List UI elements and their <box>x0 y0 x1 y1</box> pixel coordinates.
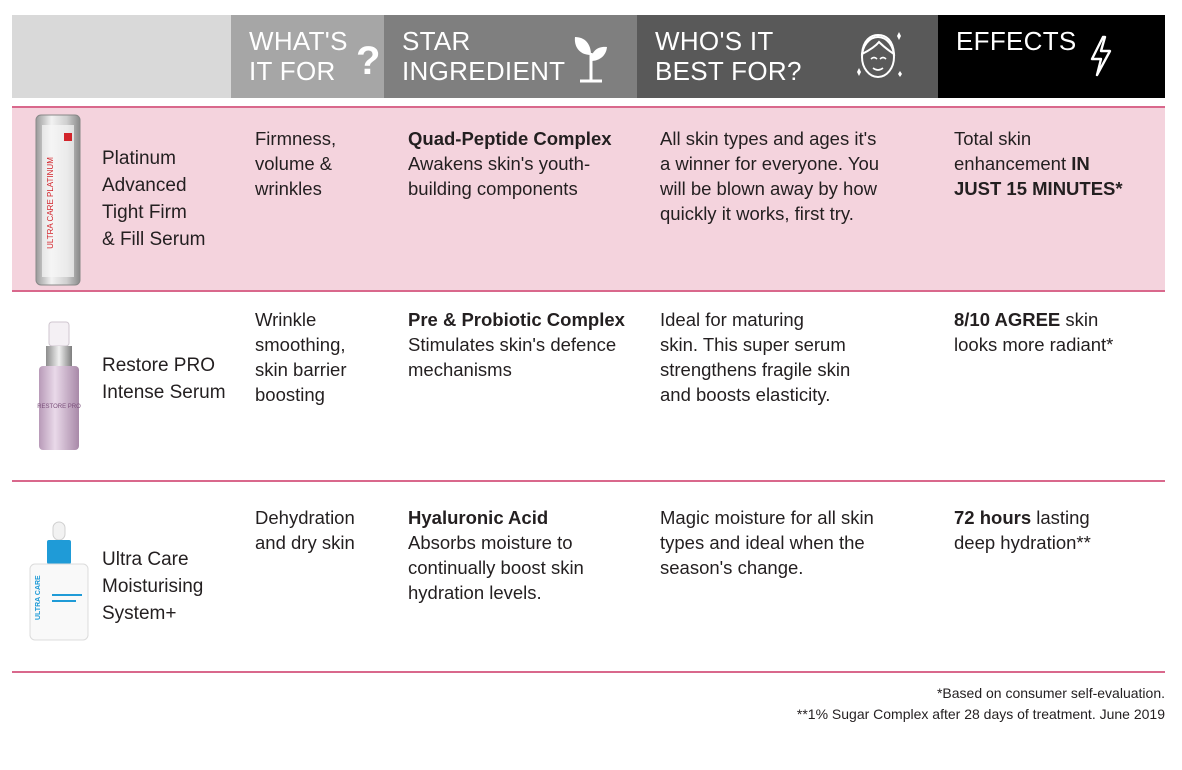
row-divider <box>12 671 1165 673</box>
face-icon <box>853 28 903 84</box>
svg-text:ULTRA CARE PLATINUM: ULTRA CARE PLATINUM <box>46 157 55 249</box>
effects-restore-pro: 8/10 AGREE skin looks more radiant* <box>954 309 1114 355</box>
star-ingredient-platinum: Quad-Peptide Complex Awakens skin's youth- building components <box>408 128 612 199</box>
best-for-ultra-care: Magic moisture for all skin types and ideal when the season's change. <box>660 507 874 578</box>
header-whats-it-for <box>231 15 384 98</box>
effects-platinum: Total skin enhancement IN JUST 15 MINUTES* <box>954 128 1123 199</box>
header-star-ingredient <box>384 15 637 98</box>
question-mark-icon <box>355 39 381 83</box>
whats-it-for-platinum: Firmness, volume & wrinkles <box>255 128 337 199</box>
best-for-platinum: All skin types and ages it's a winner for everyone. You will be blown away by how quickly it works, first try. <box>660 128 880 224</box>
lightning-icon <box>1088 35 1114 77</box>
effects-ultra-care: 72 hours lasting deep hydration** <box>954 507 1091 553</box>
whats-it-for-restore-pro: Wrinkle smoothing, skin barrier boosting <box>255 309 347 405</box>
platinum-serum-bottle-image <box>33 113 83 287</box>
footnotes: *Based on consumer self-evaluation. **1% Sugar Complex after 28 days of treatment. June 2019 <box>796 685 1165 722</box>
restore-pro-serum-bottle-image <box>36 320 82 452</box>
header-whos-it-best-for-title: WHO'S IT BEST FOR? <box>655 26 802 86</box>
row-divider <box>12 290 1165 292</box>
header-effects-title: EFFECTS <box>956 26 1077 56</box>
star-ingredient-ultra-care: Hyaluronic Acid Absorbs moisture to continually boost skin hydration levels. <box>408 507 584 603</box>
best-for-restore-pro: Ideal for maturing skin. This super serum strengthens fragile skin and boosts elasticity. <box>660 309 851 405</box>
header-whos-it-best-for <box>637 15 938 98</box>
whats-it-for-ultra-care: Dehydration and dry skin <box>255 507 355 553</box>
sprout-icon <box>572 31 610 83</box>
svg-text:ULTRA CARE: ULTRA CARE <box>35 575 42 620</box>
svg-text:?: ? <box>356 39 381 83</box>
header-effects <box>938 15 1165 98</box>
svg-text:RESTORE PRO: RESTORE PRO <box>37 404 81 410</box>
ultra-care-dropper-bottle-image <box>28 520 90 642</box>
header-blank-cell <box>12 15 231 98</box>
product-name-restore-pro: Restore PRO Intense Serum <box>102 355 226 403</box>
header-star-ingredient-title: STAR INGREDIENT <box>402 26 566 86</box>
row-divider <box>12 480 1165 482</box>
header-whats-it-for-title: WHAT'S IT FOR <box>249 26 348 86</box>
product-name-ultra-care: Ultra Care Moisturising System+ <box>102 549 204 624</box>
product-name-platinum: Platinum Advanced Tight Firm & Fill Serum <box>102 148 206 250</box>
star-ingredient-restore-pro: Pre & Probiotic Complex Stimulates skin's defence mechanisms <box>408 309 625 380</box>
